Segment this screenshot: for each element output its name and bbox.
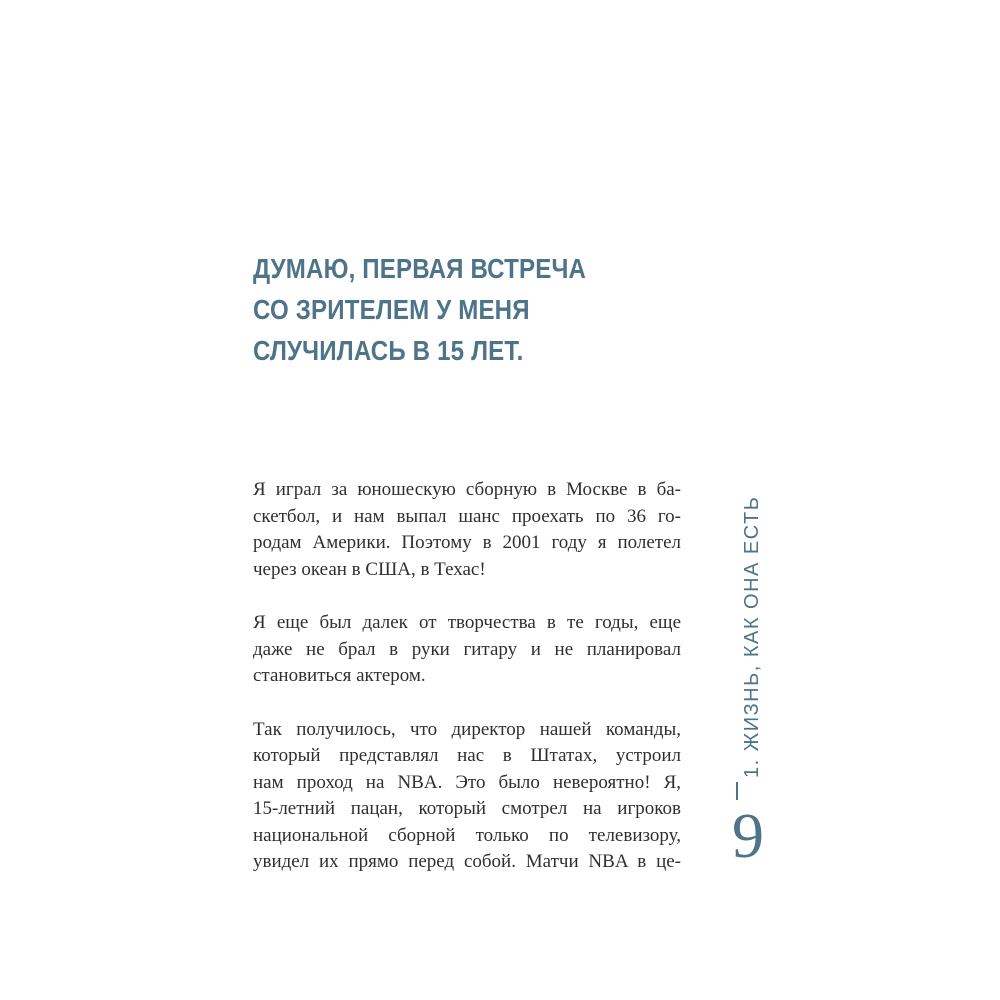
chapter-pull-quote: [253, 248, 614, 371]
text-line: национальной сборной только по телевизору,: [253, 824, 681, 846]
pull-quote-line: СЛУЧИЛАСЬ В 15 ЛЕТ.: [253, 335, 524, 366]
text-line: который представлял нас в Штатах, устроил: [253, 745, 681, 766]
paragraph: [253, 610, 681, 690]
text-line: скетбол, и нам выпал шанс проехать по 36 го-: [253, 505, 681, 527]
text-line: Я еще был далек от творчества в те годы, еще: [253, 612, 681, 633]
text-line: 15-летний пацан, который смотрел на игроков: [253, 798, 681, 819]
chapter-title: 1. ЖИЗНЬ, КАК ОНА ЕСТЬ: [741, 495, 763, 778]
text-line: становиться актером.: [253, 665, 426, 686]
text-line: родам Америки. Поэтому в 2001 году я полетел: [253, 532, 681, 553]
text-line: даже не брал в руки гитару и не планировал: [253, 638, 681, 660]
text-line: нам проход на NBA. Это было невероятно! Я,: [253, 771, 681, 793]
text-line: Так получилось, что директор нашей команды,: [253, 718, 681, 740]
body-text: [253, 477, 681, 903]
text-line: через океан в США, в Техас!: [253, 558, 486, 580]
pull-quote-line: СО ЗРИТЕЛЕМ У МЕНЯ: [253, 294, 530, 325]
paragraph: [253, 717, 681, 876]
running-head: [738, 495, 766, 778]
pull-quote-line: ДУМАЮ, ПЕРВАЯ ВСТРЕЧА: [253, 253, 587, 284]
text-line: увидел их прямо перед собой. Матчи NBA в це-: [253, 851, 681, 872]
paragraph: [253, 477, 681, 583]
text-line: Я играл за юношескую сборную в Москве в ба-: [253, 479, 681, 500]
page-number: 9: [732, 800, 764, 871]
folio-divider: [736, 782, 738, 800]
